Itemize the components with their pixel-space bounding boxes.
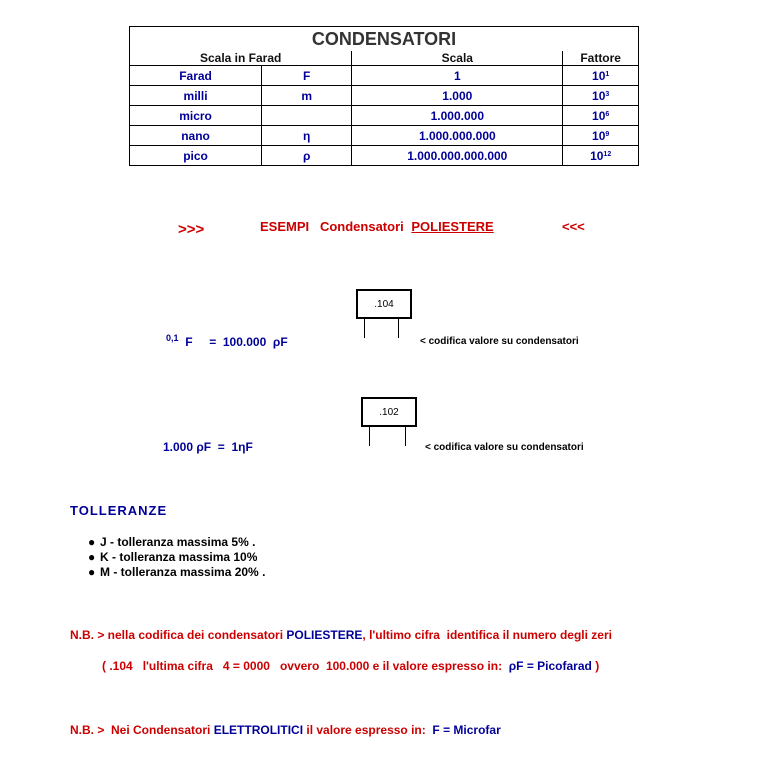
table-row: Farad F 1 $10^1$: [130, 66, 639, 86]
example1-value: $^{0,1}$ F = 100.000 ρF: [166, 333, 288, 349]
capacitor-leg: [364, 318, 365, 338]
capacitor-leg: [405, 426, 406, 446]
list-item: ● J - tolleranza massima 5% .: [88, 535, 256, 549]
capacitor-chip-102: .102: [361, 397, 417, 427]
note-elettrolitici: N.B. > Nei Condensatori ELETTROLITICI il valore espresso in: F = Microfar: [70, 723, 501, 737]
capacitor-chip-104: .104: [356, 289, 412, 319]
example2-value: 1.000 ρF = 1ηF: [163, 440, 253, 454]
table-row: milli m 1.000 $10^3$: [130, 86, 639, 106]
note-example: ( .104 l'ultima cifra 4 = 0000 ovvero 100.000 e il valore espresso in: ρF = Picofarad ): [102, 659, 600, 673]
arrow-right: <<<: [562, 219, 585, 234]
table-title: CONDENSATORI: [311, 28, 457, 49]
heading-type: POLIESTERE: [411, 219, 494, 234]
example1-note: < codifica valore su condensatori: [420, 336, 579, 347]
tolerances-title: TOLLERANZE: [70, 503, 168, 518]
arrow-left: >>>: [178, 221, 205, 238]
examples-heading: ESEMPI Condensatori POLIESTERE: [260, 219, 498, 234]
header-fattore: Fattore: [563, 51, 639, 66]
tolerances-list: [88, 535, 265, 580]
list-item: ● K - tolleranza massima 10%: [88, 550, 258, 564]
capacitor-leg: [369, 426, 370, 446]
header-scala-in-farad: Scala in Farad: [199, 51, 282, 65]
capacitor-leg: [398, 318, 399, 338]
header-scala: Scala: [352, 51, 563, 66]
list-item: ● M - tolleranza massima 20% .: [88, 565, 266, 579]
condensatori-table: [129, 26, 639, 166]
example2-note: < codifica valore su condensatori: [425, 442, 584, 453]
note-poliestere: N.B. > nella codifica dei condensatori POLIESTERE, l'ultimo cifra identifica il numero degli zeri: [70, 628, 612, 642]
bullet-icon: ●: [88, 535, 96, 549]
table-row: pico ρ 1.000.000.000.000 $10^{12}$: [130, 146, 639, 166]
table-row: nano η 1.000.000.000 $10^9$: [130, 126, 639, 146]
bullet-icon: ●: [88, 565, 96, 579]
bullet-icon: ●: [88, 550, 96, 564]
table-row: micro 1.000.000 $10^6$: [130, 106, 639, 126]
